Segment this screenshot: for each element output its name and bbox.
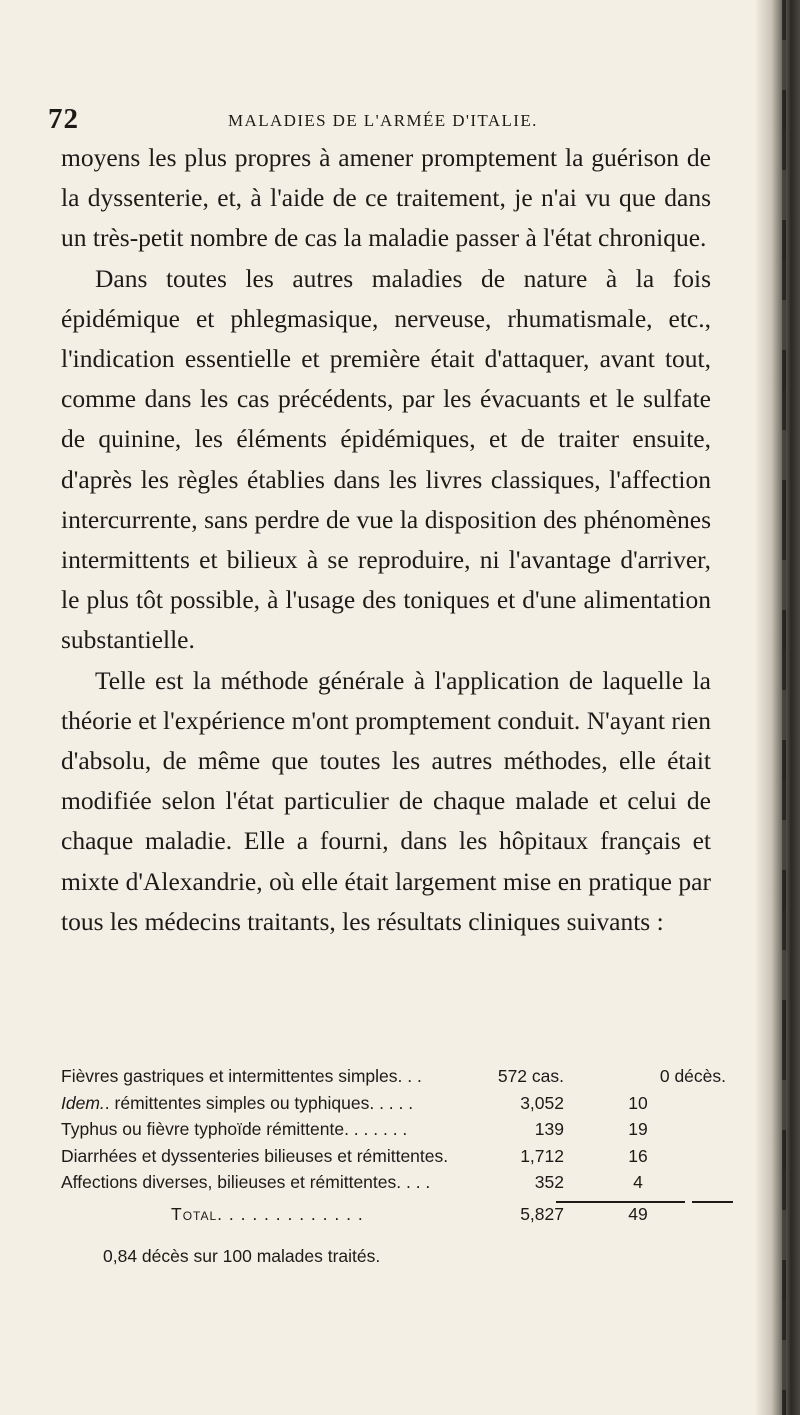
page-number: 72	[48, 103, 79, 135]
row-label-idem: Idem.	[61, 1092, 105, 1113]
table-row	[61, 1116, 726, 1143]
row-deaths: 0 décès.	[659, 1066, 726, 1086]
total-row	[61, 1204, 726, 1232]
table-row	[61, 1143, 726, 1170]
running-header	[0, 103, 760, 143]
row-count: 572 cas.	[497, 1066, 564, 1086]
row-count: 139	[534, 1119, 564, 1140]
paragraph-2: Dans toutes les autres maladies de nature à la fois épidémique et phlegmasique, nerveuse, rhumatismale, etc., l'indication essentielle et première était d'attaquer, avant tout, comme dans les cas précédents, par les évacuants et le sulfate de quinine, les éléments épidémiques, et de traiter ensuite, d'après les règles établies dans les livres classiques, l'affection intercurrente, sans perdre de vue la disposition des phénomènes intermittents et bilieux à se reproduire, ni l'avantage d'arriver, le plus tôt possible, à l'usage des toniques et d'une alimentation substantielle.	[61, 263, 711, 655]
total-deaths: 49	[628, 1204, 648, 1224]
row-label-wrap	[61, 1090, 413, 1117]
deaths-total-rule	[692, 1201, 733, 1203]
table-row	[61, 1169, 726, 1196]
row-label: Typhus ou fièvre typhoïde rémittente. . . . . . .	[61, 1119, 408, 1140]
table-row	[61, 1090, 726, 1117]
binding-edge	[782, 0, 786, 1415]
paragraph-3: Telle est la méthode générale à l'application de laquelle la théorie et l'expérience m'ont promptement conduit. N'ayant rien d'absolu, de même que toutes les autres méthodes, elle était modifiée selon l'état particulier de chaque malade et celui de chaque maladie. Elle a fourni, dans les hôpitaux français et mixte d'Alexandrie, où elle était largement mise en pratique par tous les médecins traitants, les résultats cliniques suivants :	[61, 665, 711, 936]
count-total-rule	[556, 1201, 685, 1203]
total-label: Total. . . . . . . . . . . . .	[171, 1204, 364, 1224]
paragraph-1: moyens les plus propres à amener promptement la guérison de la dyssenterie, et, à l'aide de ce traitement, je n'ai vu que dans un très-petit nombre de cas la maladie passer à l'état chronique.	[61, 143, 711, 253]
row-count: 3,052	[520, 1092, 564, 1113]
mortality-note: 0,84 décès sur 100 malades traités.	[103, 1246, 381, 1266]
book-spine-shadow	[756, 0, 800, 1415]
row-count: 1,712	[520, 1145, 564, 1166]
row-label: Diarrhées et dyssenteries bilieuses et rémittentes.	[61, 1145, 449, 1166]
row-label: . rémittentes simples ou typhiques. . . . .	[104, 1092, 414, 1113]
row-deaths: 16	[628, 1145, 648, 1166]
running-title: MALADIES DE L'ARMÉE D'ITALIE.	[228, 111, 538, 130]
row-deaths: 4	[633, 1172, 643, 1193]
table-row	[61, 1063, 726, 1090]
row-label: Affections diverses, bilieuses et rémittentes. . . .	[61, 1172, 431, 1193]
body-text	[61, 138, 711, 942]
total-count: 5,827	[520, 1204, 564, 1224]
row-count: 352	[534, 1172, 564, 1193]
results-table	[61, 1063, 726, 1196]
row-label: Fièvres gastriques et intermittentes simples. . .	[61, 1066, 422, 1086]
row-deaths: 19	[628, 1119, 648, 1140]
row-deaths: 10	[628, 1092, 648, 1113]
